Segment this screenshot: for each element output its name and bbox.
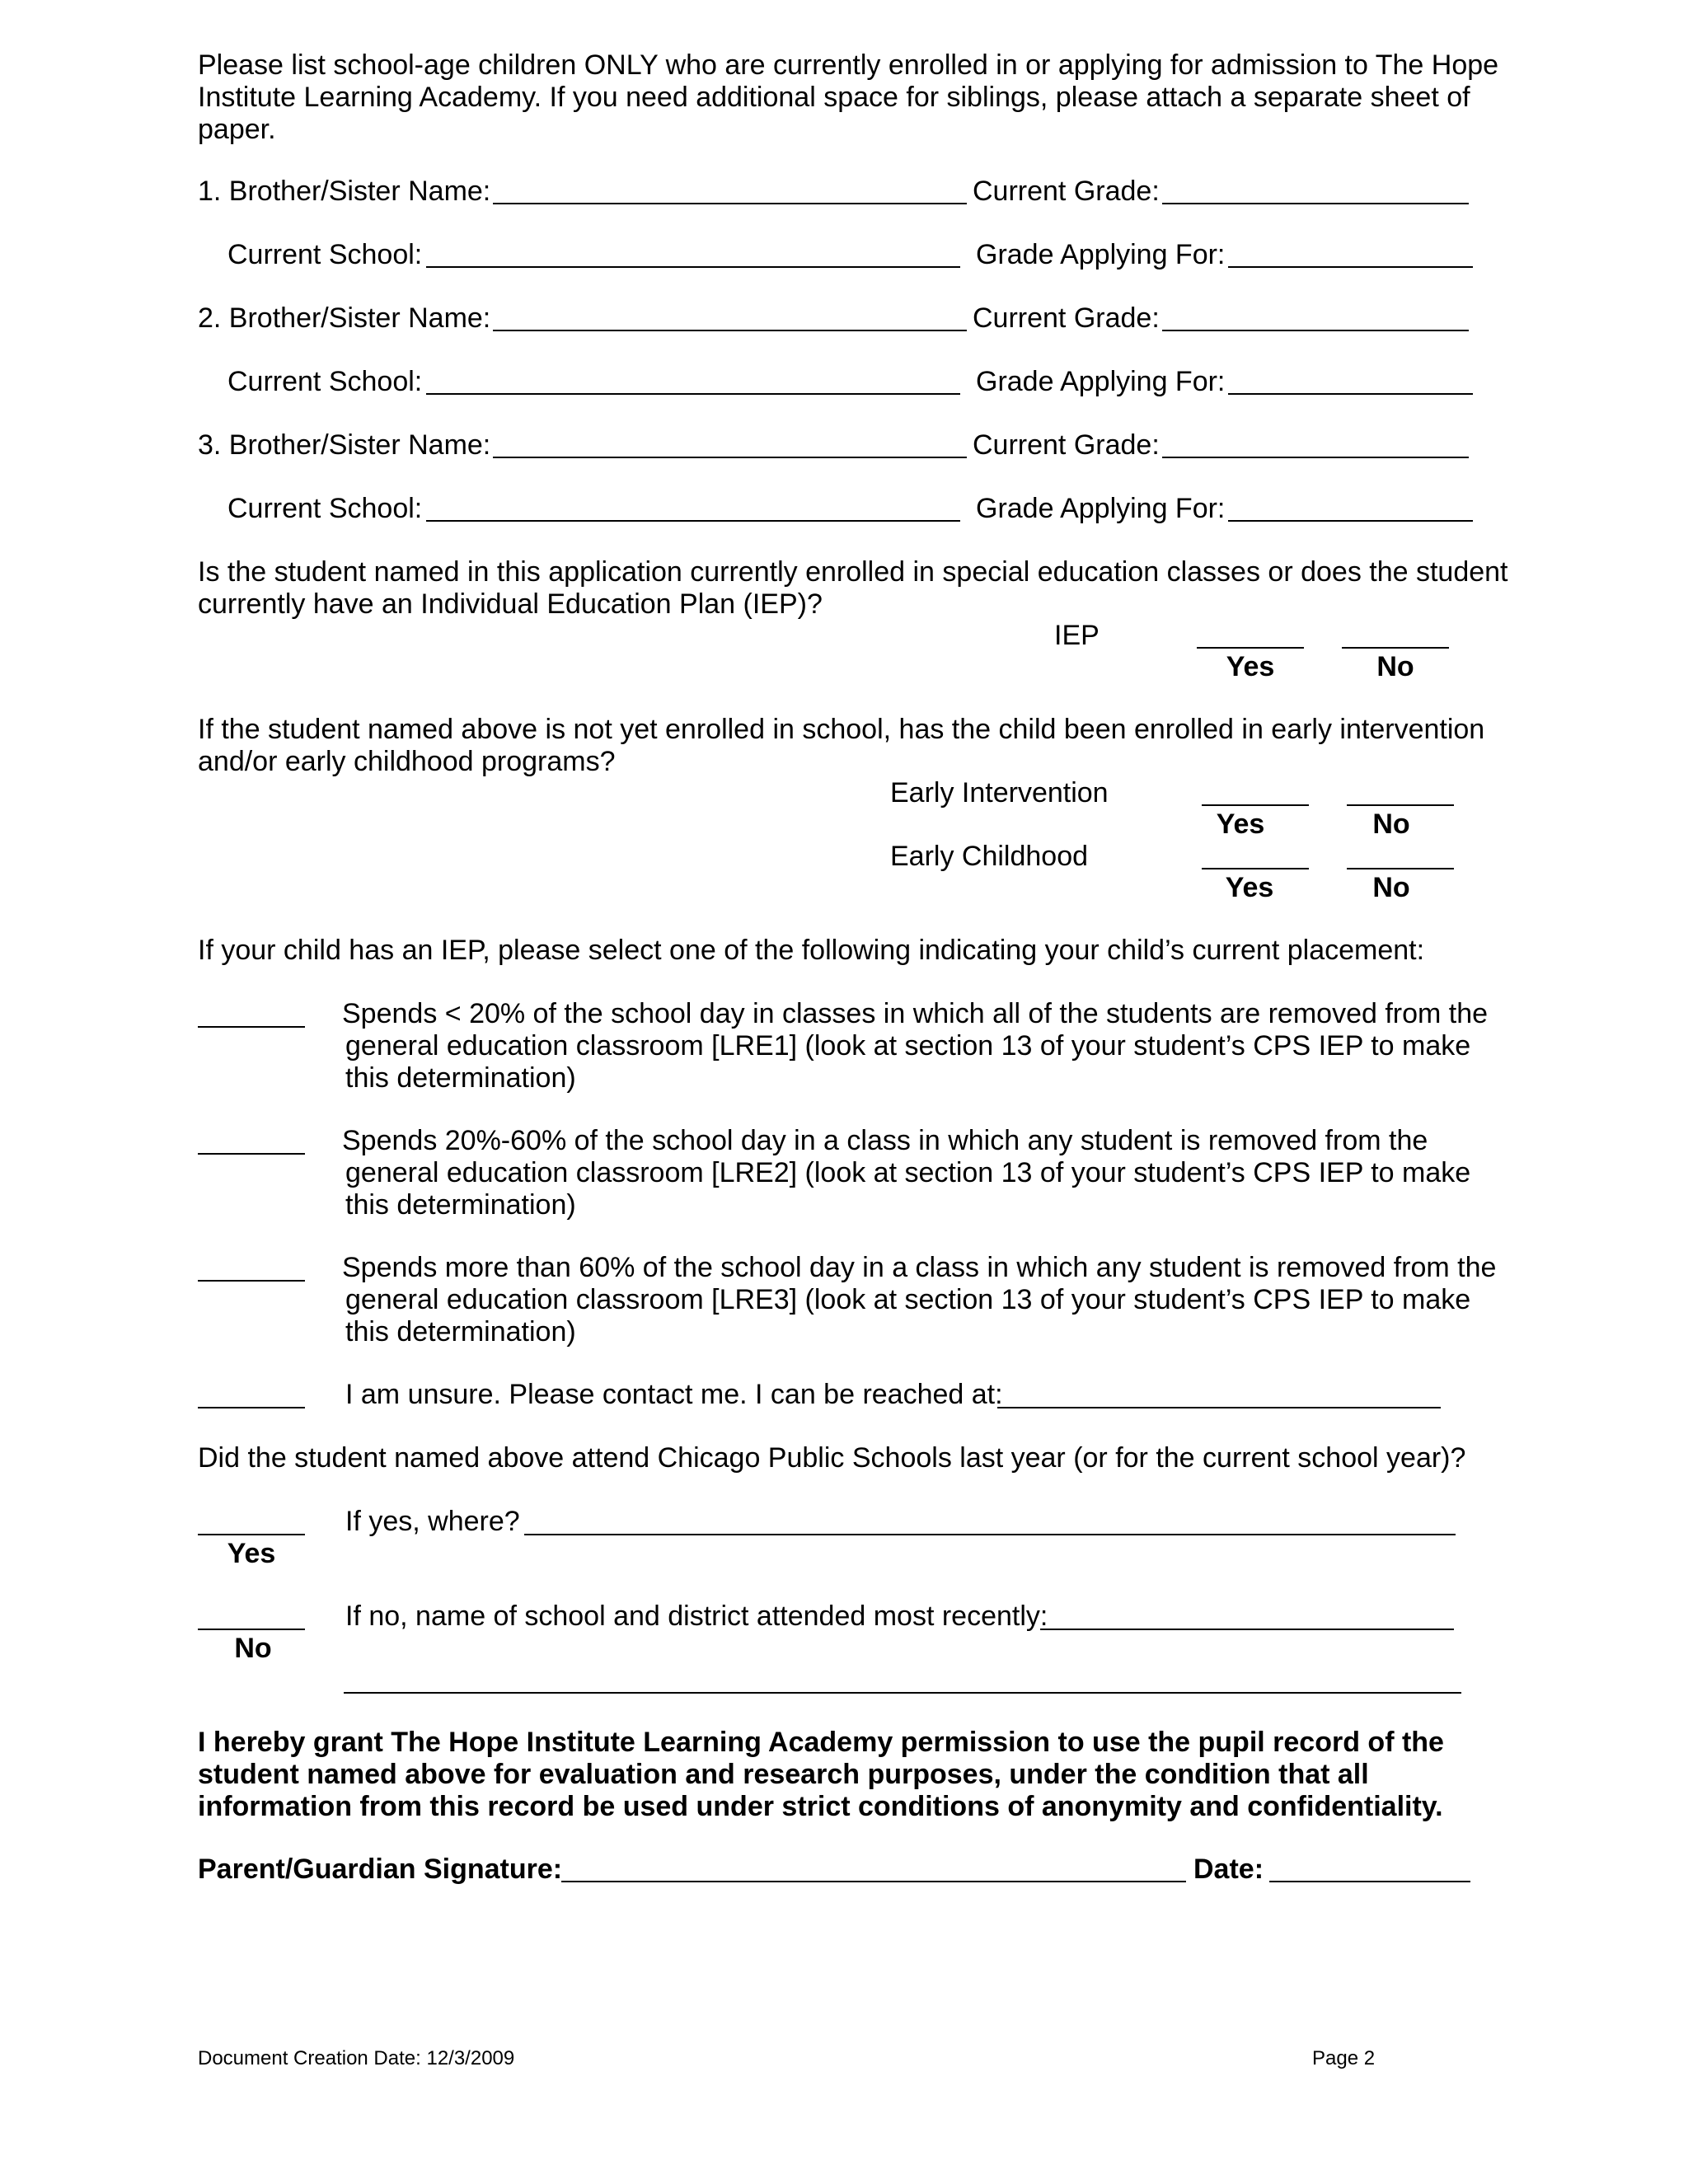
sibling-2-name-field[interactable] bbox=[493, 330, 967, 331]
early-childhood-no-field[interactable] bbox=[1347, 868, 1454, 869]
sibling-3-grade-label: Current Grade: bbox=[973, 429, 1160, 461]
placement-lre1-line-1: Spends < 20% of the school day in classes in which all of the students are removed from the bbox=[342, 998, 1489, 1029]
sibling-2-grade-field[interactable] bbox=[1162, 330, 1469, 331]
placement-lre2-line-1: Spends 20%-60% of the school day in a class in which any student is removed from the bbox=[342, 1125, 1428, 1156]
early-childhood-yes-label: Yes bbox=[1225, 872, 1274, 903]
iep-question-line-2: currently have an Individual Education Plan (IEP)? bbox=[198, 588, 823, 620]
placement-lre3-field[interactable] bbox=[198, 1280, 305, 1282]
footer-creation-date: Document Creation Date: 12/3/2009 bbox=[198, 2047, 515, 2069]
early-intervention-yes-field[interactable] bbox=[1202, 804, 1309, 806]
early-intervention-no-field[interactable] bbox=[1347, 804, 1454, 806]
iep-no-field[interactable] bbox=[1342, 647, 1449, 649]
placement-lre1-field[interactable] bbox=[198, 1026, 305, 1028]
iep-yes-field[interactable] bbox=[1197, 647, 1304, 649]
placement-unsure-text: I am unsure. Please contact me. I can be reached at: bbox=[345, 1379, 1003, 1410]
early-intervention-yes-label: Yes bbox=[1216, 808, 1265, 840]
cps-no-label: No bbox=[234, 1633, 272, 1664]
cps-yes-label: Yes bbox=[227, 1538, 276, 1569]
placement-lre2-line-3: this determination) bbox=[345, 1189, 576, 1221]
previous-school-field[interactable] bbox=[1040, 1629, 1454, 1630]
placement-lre3-line-2: general education classroom [LRE3] (look at section 13 of your student’s CPS IEP to make bbox=[345, 1284, 1471, 1315]
sibling-1-applying-label: Grade Applying For: bbox=[976, 239, 1226, 270]
early-intervention-label: Early Intervention bbox=[890, 777, 1109, 808]
cps-yes-prompt: If yes, where? bbox=[345, 1506, 520, 1537]
cps-yes-field[interactable] bbox=[198, 1534, 305, 1535]
cps-no-prompt: If no, name of school and district attended most recently: bbox=[345, 1601, 1048, 1632]
sibling-3-grade-field[interactable] bbox=[1162, 457, 1469, 458]
cps-question: Did the student named above attend Chicago Public Schools last year (or for the current school year)? bbox=[198, 1442, 1466, 1474]
placement-lre3-line-3: this determination) bbox=[345, 1316, 576, 1347]
intro-line-1: Please list school-age children ONLY who are currently enrolled in or applying for admission to The Hope bbox=[198, 49, 1499, 81]
placement-intro: If your child has an IEP, please select one of the following indicating your child’s current placement: bbox=[198, 935, 1425, 966]
permission-line-1: I hereby grant The Hope Institute Learning Academy permission to use the pupil record of the bbox=[198, 1727, 1444, 1758]
placement-lre1-line-2: general education classroom [LRE1] (look at section 13 of your student’s CPS IEP to make bbox=[345, 1030, 1471, 1062]
previous-school-field-continued[interactable] bbox=[344, 1692, 1461, 1694]
sibling-1-name-label: 1. Brother/Sister Name: bbox=[198, 176, 491, 207]
sibling-3-school-label: Current School: bbox=[227, 493, 423, 524]
sibling-1-applying-field[interactable] bbox=[1228, 266, 1473, 268]
sibling-1-grade-label: Current Grade: bbox=[973, 176, 1160, 207]
early-question-line-1: If the student named above is not yet enrolled in school, has the child been enrolled in early intervention bbox=[198, 714, 1485, 745]
iep-label: IEP bbox=[1054, 620, 1100, 651]
permission-line-2: student named above for evaluation and research purposes, under the condition that all bbox=[198, 1759, 1369, 1790]
sibling-1-name-field[interactable] bbox=[493, 203, 967, 204]
sibling-2-applying-field[interactable] bbox=[1228, 393, 1473, 395]
iep-question-line-1: Is the student named in this application currently enrolled in special education classes or does the student bbox=[198, 556, 1508, 588]
sibling-2-school-label: Current School: bbox=[227, 366, 423, 397]
sibling-2-name-label: 2. Brother/Sister Name: bbox=[198, 302, 491, 334]
placement-lre2-line-2: general education classroom [LRE2] (look at section 13 of your student’s CPS IEP to make bbox=[345, 1157, 1471, 1188]
early-intervention-no-label: No bbox=[1372, 808, 1410, 840]
sibling-2-applying-label: Grade Applying For: bbox=[976, 366, 1226, 397]
sibling-1-school-field[interactable] bbox=[426, 266, 960, 268]
footer-page-number: Page 2 bbox=[1312, 2047, 1376, 2069]
early-childhood-yes-field[interactable] bbox=[1202, 868, 1309, 869]
early-childhood-no-label: No bbox=[1372, 872, 1410, 903]
permission-line-3: information from this record be used under strict conditions of anonymity and confidentiality. bbox=[198, 1791, 1443, 1822]
signature-label: Parent/Guardian Signature: bbox=[198, 1854, 563, 1885]
cps-no-field[interactable] bbox=[198, 1629, 305, 1630]
sibling-3-name-field[interactable] bbox=[493, 457, 967, 458]
early-childhood-label: Early Childhood bbox=[890, 841, 1089, 872]
date-field[interactable] bbox=[1269, 1881, 1470, 1882]
early-question-line-2: and/or early childhood programs? bbox=[198, 746, 616, 777]
sibling-2-school-field[interactable] bbox=[426, 393, 960, 395]
signature-field[interactable] bbox=[561, 1881, 1186, 1882]
placement-unsure-field[interactable] bbox=[198, 1407, 305, 1408]
date-label: Date: bbox=[1193, 1854, 1264, 1885]
sibling-3-applying-field[interactable] bbox=[1228, 520, 1473, 522]
sibling-3-school-field[interactable] bbox=[426, 520, 960, 522]
placement-lre2-field[interactable] bbox=[198, 1153, 305, 1155]
sibling-3-name-label: 3. Brother/Sister Name: bbox=[198, 429, 491, 461]
placement-lre1-line-3: this determination) bbox=[345, 1062, 576, 1094]
cps-where-field[interactable] bbox=[524, 1534, 1456, 1535]
placement-lre3-line-1: Spends more than 60% of the school day in a class in which any student is removed from the bbox=[342, 1252, 1497, 1283]
sibling-3-applying-label: Grade Applying For: bbox=[976, 493, 1226, 524]
sibling-1-grade-field[interactable] bbox=[1162, 203, 1469, 204]
iep-no-label: No bbox=[1376, 651, 1414, 682]
intro-line-2: Institute Learning Academy. If you need additional space for siblings, please attach a separate sheet of bbox=[198, 82, 1470, 113]
contact-field[interactable] bbox=[997, 1407, 1441, 1408]
intro-line-3: paper. bbox=[198, 114, 276, 145]
iep-yes-label: Yes bbox=[1226, 651, 1275, 682]
sibling-1-school-label: Current School: bbox=[227, 239, 423, 270]
sibling-2-grade-label: Current Grade: bbox=[973, 302, 1160, 334]
